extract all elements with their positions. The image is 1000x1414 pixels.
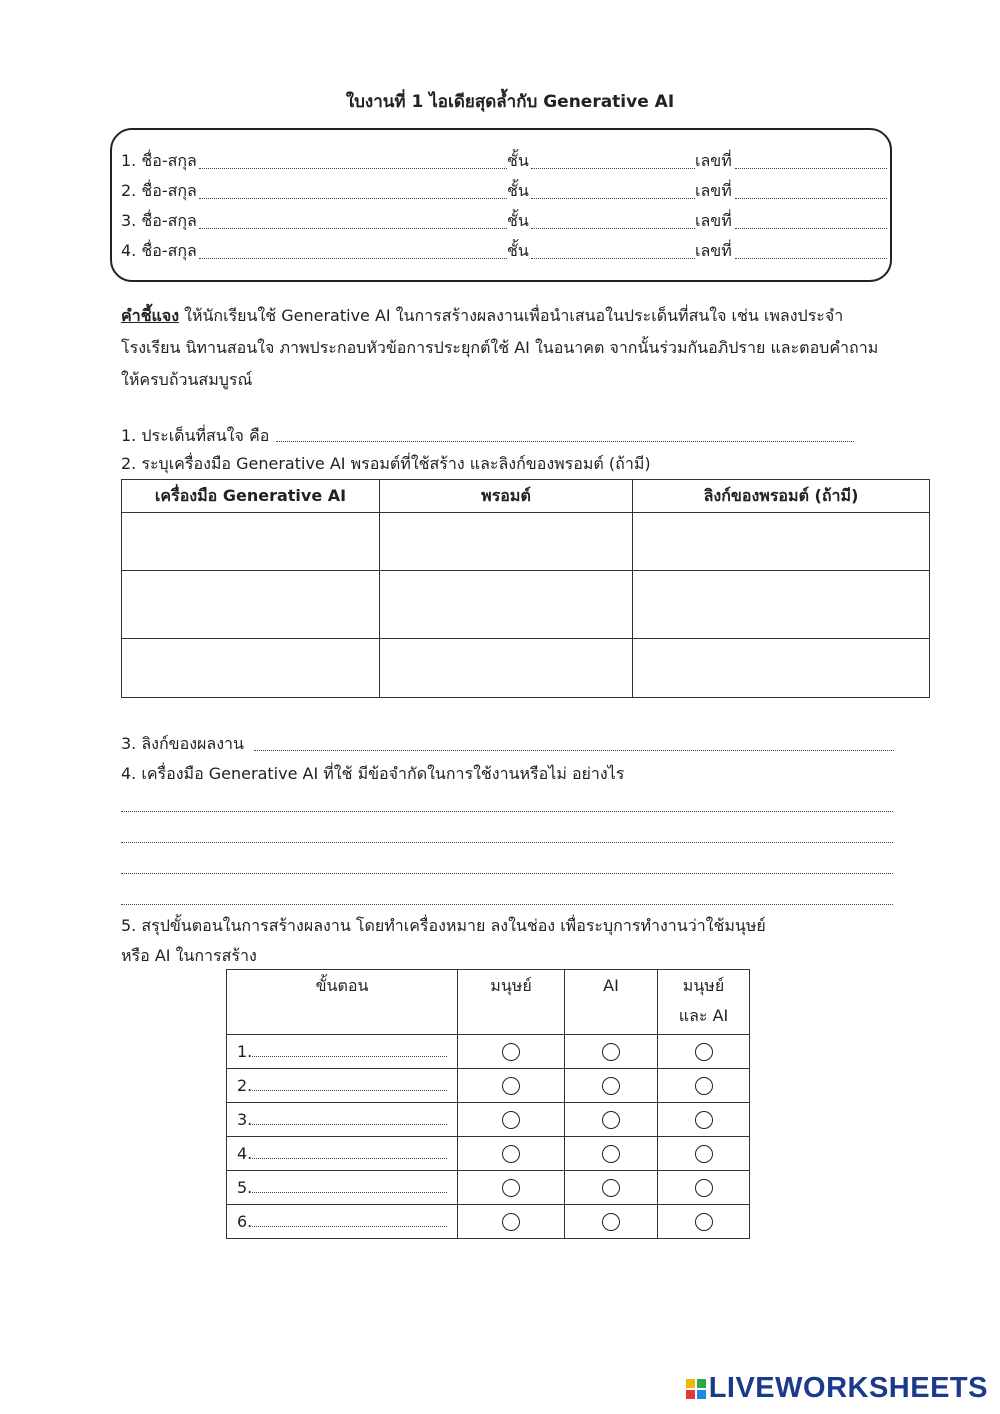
step-input[interactable] — [252, 1110, 447, 1125]
step-number: 3. — [237, 1110, 253, 1129]
ai-radio[interactable] — [602, 1043, 620, 1061]
human-radio[interactable] — [502, 1179, 520, 1197]
table-row — [122, 571, 930, 639]
question-4-answer-line-4[interactable] — [121, 903, 893, 905]
human-cell — [458, 1035, 565, 1069]
tool-prompt-table — [121, 479, 930, 698]
number-field[interactable] — [735, 146, 887, 169]
table-row — [122, 513, 930, 571]
table-row — [122, 639, 930, 698]
logo-text: LIVEWORKSHEETS — [708, 1372, 988, 1404]
question-1 — [121, 422, 269, 450]
step-input[interactable] — [252, 1042, 447, 1057]
both-radio[interactable] — [695, 1179, 713, 1197]
table-row — [227, 1205, 750, 1239]
step-number: 2. — [237, 1076, 253, 1095]
logo-squares-icon — [686, 1379, 706, 1399]
both-cell — [658, 1035, 750, 1069]
prompt-link-cell[interactable] — [633, 513, 930, 571]
name-label: 4. ชื่อ-สกุล — [121, 241, 197, 260]
number-field[interactable] — [735, 206, 887, 229]
step-number: 6. — [237, 1212, 253, 1231]
question-4-answer-line-2[interactable] — [121, 841, 893, 843]
class-label: ชั้น — [507, 151, 529, 170]
prompt-cell[interactable] — [380, 639, 633, 698]
prompt-link-header: ลิงก์ของพรอมต์ (ถ้ามี) — [633, 480, 930, 513]
class-label: ชั้น — [507, 211, 529, 230]
question-4-answer-line-1[interactable] — [121, 810, 893, 812]
prompt-cell[interactable] — [380, 571, 633, 639]
name-label: 2. ชื่อ-สกุล — [121, 181, 197, 200]
step-header: ขั้นตอน — [227, 970, 458, 1035]
both-header — [658, 970, 750, 1035]
human-radio[interactable] — [502, 1043, 520, 1061]
question-4-text: 4. เครื่องมือ Generative AI ที่ใช้ มีข้อจำกัดในการใช้งานหรือไม่ อย่างไร — [121, 764, 625, 783]
table-header-row — [122, 480, 930, 513]
logo-square-yellow — [686, 1379, 695, 1388]
both-radio[interactable] — [695, 1043, 713, 1061]
human-cell — [458, 1137, 565, 1171]
human-cell — [458, 1205, 565, 1239]
tool-header: เครื่องมือ Generative AI — [122, 480, 380, 513]
question-5-text-line-1: 5. สรุปขั้นตอนในการสร้างผลงาน โดยทำเครื่องหมาย ลงในช่อง เพื่อระบุการทำงานว่าใช้มนุษย์ — [121, 916, 766, 935]
logo-square-red — [686, 1390, 695, 1399]
both-cell — [658, 1103, 750, 1137]
human-cell — [458, 1171, 565, 1205]
ai-header: AI — [565, 970, 658, 1035]
ai-radio[interactable] — [602, 1179, 620, 1197]
question-3-answer-line[interactable] — [254, 749, 894, 751]
question-1-text: 1. ประเด็นที่สนใจ คือ — [121, 426, 270, 445]
ai-cell — [565, 1171, 658, 1205]
logo-square-green — [697, 1379, 706, 1388]
prompt-link-cell[interactable] — [633, 639, 930, 698]
ai-cell — [565, 1205, 658, 1239]
step-cell — [227, 1137, 458, 1171]
human-radio[interactable] — [502, 1077, 520, 1095]
prompt-header: พรอมต์ — [380, 480, 633, 513]
tool-cell[interactable] — [122, 639, 380, 698]
name-field[interactable] — [199, 176, 507, 199]
table-row — [227, 1069, 750, 1103]
step-cell — [227, 1171, 458, 1205]
step-cell — [227, 1069, 458, 1103]
tool-cell[interactable] — [122, 571, 380, 639]
ai-cell — [565, 1035, 658, 1069]
name-label: 1. ชื่อ-สกุล — [121, 151, 197, 170]
number-label: เลขที่ — [695, 181, 732, 200]
class-field[interactable] — [531, 236, 695, 259]
both-cell — [658, 1069, 750, 1103]
both-radio[interactable] — [695, 1145, 713, 1163]
step-number: 4. — [237, 1144, 253, 1163]
number-label: เลขที่ — [695, 211, 732, 230]
step-input[interactable] — [252, 1212, 447, 1227]
table-header-row — [227, 970, 750, 1035]
ai-cell — [565, 1069, 658, 1103]
question-4-answer-line-3[interactable] — [121, 872, 893, 874]
instructions — [121, 300, 891, 396]
ai-radio[interactable] — [602, 1213, 620, 1231]
step-cell — [227, 1205, 458, 1239]
ai-radio[interactable] — [602, 1111, 620, 1129]
human-radio[interactable] — [502, 1145, 520, 1163]
name-field[interactable] — [199, 206, 507, 229]
tool-cell[interactable] — [122, 513, 380, 571]
table-row — [227, 1035, 750, 1069]
both-header-line-2: และ AI — [678, 1006, 729, 1025]
both-radio[interactable] — [695, 1111, 713, 1129]
step-cell — [227, 1035, 458, 1069]
step-input[interactable] — [252, 1076, 447, 1091]
class-field[interactable] — [531, 176, 695, 199]
worksheet-title: ใบงานที่ 1 ไอเดียสุดล้ำกับ Generative AI — [345, 92, 675, 112]
name-label: 3. ชื่อ-สกุล — [121, 211, 197, 230]
question-3-text: 3. ลิงก์ของผลงาน — [121, 734, 244, 753]
human-cell — [458, 1103, 565, 1137]
class-label: ชั้น — [507, 181, 529, 200]
question-5-text-line-2: หรือ AI ในการสร้าง — [121, 946, 257, 965]
instructions-body: ให้นักเรียนใช้ Generative AI ในการสร้างผลงานเพื่อนำเสนอในประเด็นที่สนใจ เช่น เพลงประจำโรงเรียน นิทานสอนใจ ภาพประกอบหัวข้อการประยุกต์ใช้ AI ในอนาคต จากนั้นร่วมกันอภิปราย และตอบคำถามให้ครบถ้วนสมบูรณ์ — [121, 306, 879, 389]
both-cell — [658, 1205, 750, 1239]
ai-radio[interactable] — [602, 1145, 620, 1163]
step-input[interactable] — [252, 1178, 447, 1193]
ai-cell — [565, 1137, 658, 1171]
both-radio[interactable] — [695, 1213, 713, 1231]
step-cell — [227, 1103, 458, 1137]
table-row — [227, 1103, 750, 1137]
both-cell — [658, 1137, 750, 1171]
name-field[interactable] — [199, 146, 507, 169]
instructions-heading: คำชี้แจง — [121, 306, 180, 325]
class-field[interactable] — [531, 206, 695, 229]
number-label: เลขที่ — [695, 151, 732, 170]
question-1-answer-line[interactable] — [276, 440, 854, 442]
liveworksheets-logo — [686, 1372, 988, 1405]
step-input[interactable] — [252, 1144, 447, 1159]
table-row — [227, 1137, 750, 1171]
human-radio[interactable] — [502, 1213, 520, 1231]
both-cell — [658, 1171, 750, 1205]
step-number: 1. — [237, 1042, 253, 1061]
class-label: ชั้น — [507, 241, 529, 260]
number-field[interactable] — [735, 236, 887, 259]
both-header-line-1: มนุษย์ — [682, 976, 725, 995]
class-field[interactable] — [531, 146, 695, 169]
human-cell — [458, 1069, 565, 1103]
human-radio[interactable] — [502, 1111, 520, 1129]
steps-table — [226, 969, 750, 1239]
number-field[interactable] — [735, 176, 887, 199]
step-number: 5. — [237, 1178, 253, 1197]
both-radio[interactable] — [695, 1077, 713, 1095]
question-2-text: 2. ระบุเครื่องมือ Generative AI พรอมต์ที่ใช้สร้าง และลิงก์ของพรอมต์ (ถ้ามี) — [121, 454, 651, 473]
number-label: เลขที่ — [695, 241, 732, 260]
name-field[interactable] — [199, 236, 507, 259]
logo-square-blue — [697, 1390, 706, 1399]
human-header: มนุษย์ — [458, 970, 565, 1035]
table-row — [227, 1171, 750, 1205]
prompt-link-cell[interactable] — [633, 571, 930, 639]
ai-radio[interactable] — [602, 1077, 620, 1095]
ai-cell — [565, 1103, 658, 1137]
prompt-cell[interactable] — [380, 513, 633, 571]
